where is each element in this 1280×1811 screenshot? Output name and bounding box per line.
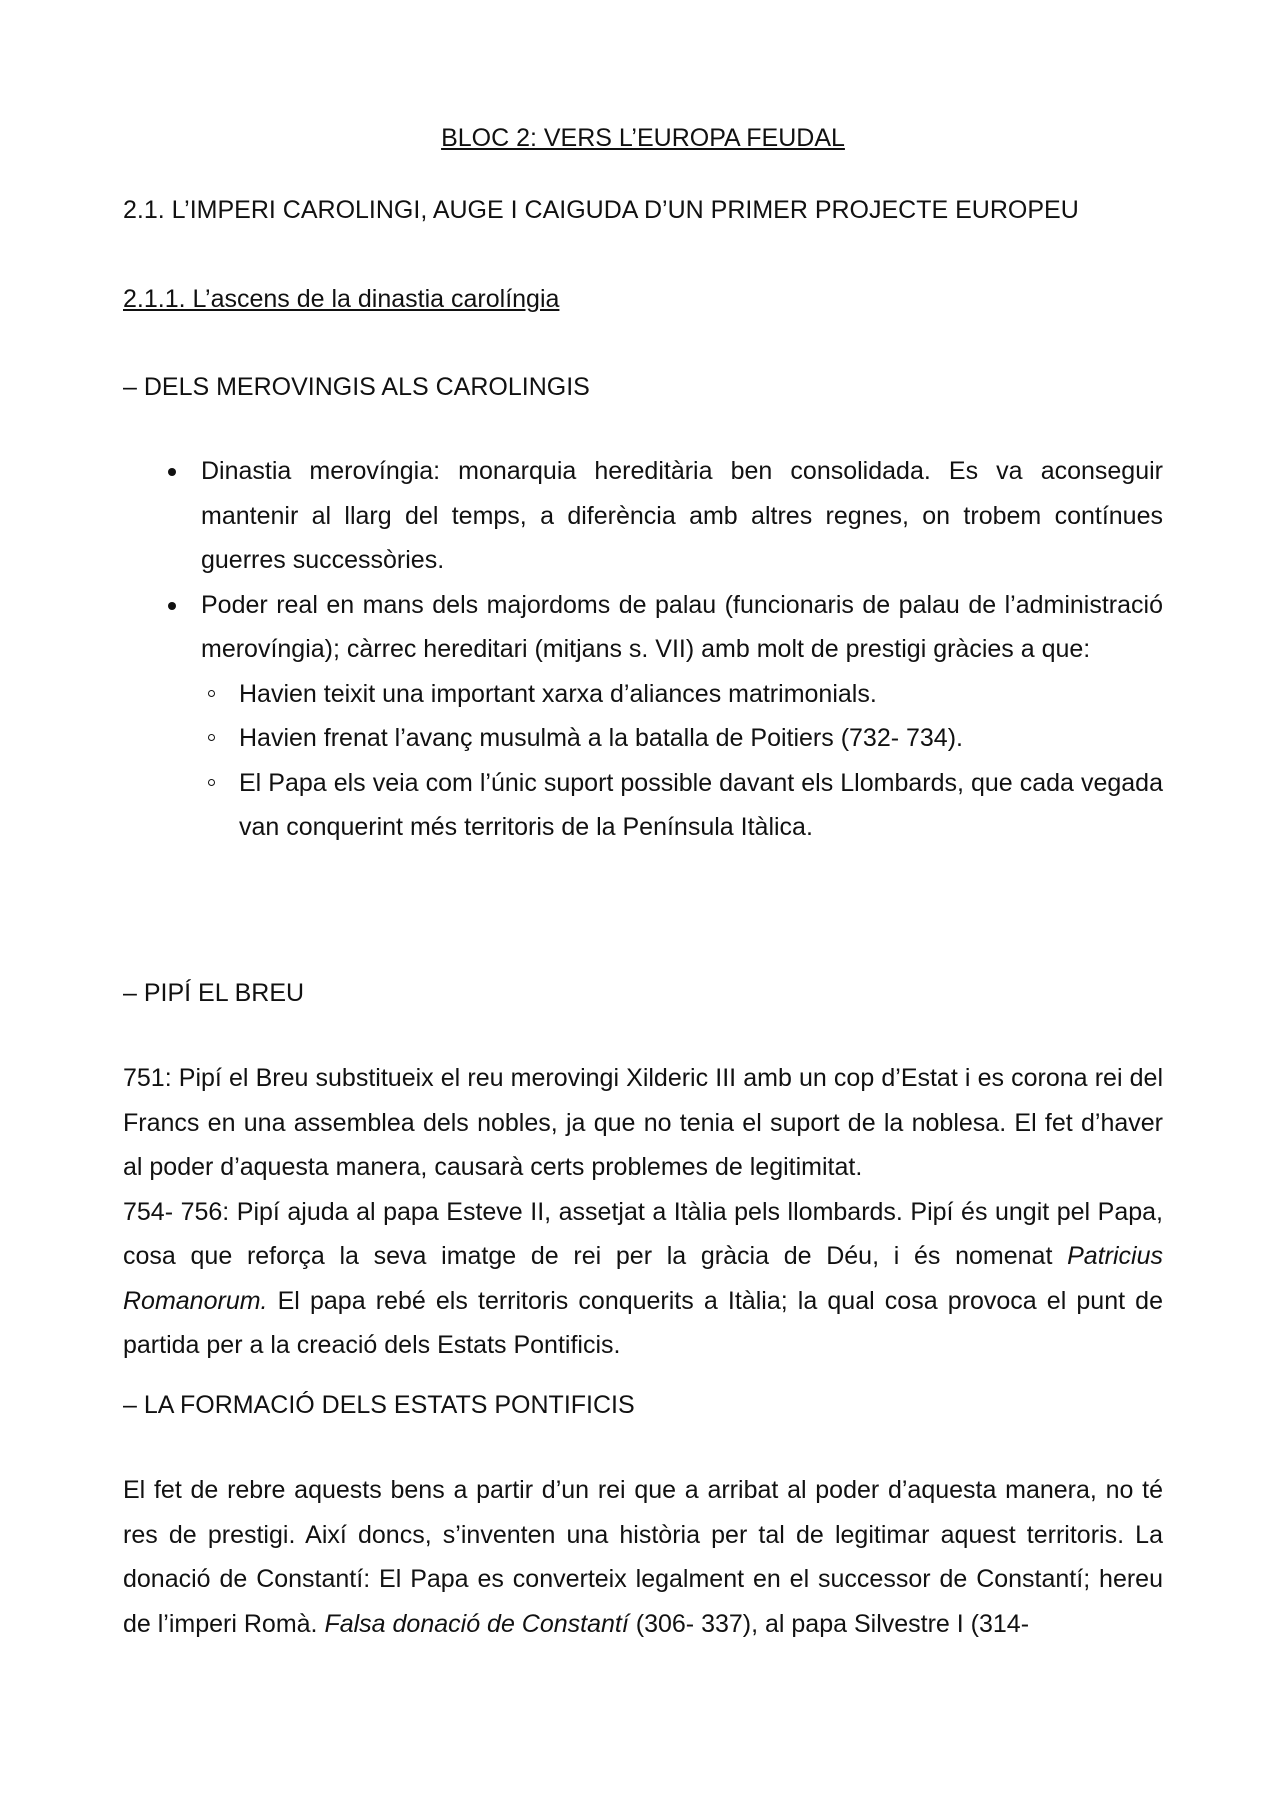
- pipi-text: [123, 1056, 1163, 1368]
- merovingis-list: [123, 449, 1163, 850]
- sub-list-item: [123, 761, 1163, 850]
- list-item: [123, 449, 1163, 583]
- document-page: [123, 116, 1163, 1638]
- sub-bullet-text: Havien teixit una important xarxa d’aliances matrimonials.: [239, 679, 877, 708]
- document-title: BLOC 2: VERS L’EUROPA FEUDAL: [441, 124, 845, 152]
- sub-bullet-text: Havien frenat l’avanç musulmà a la batalla de Poitiers (732- 734).: [239, 724, 963, 752]
- sub-list-item: [123, 672, 1163, 717]
- sub-list-item: [123, 716, 1163, 761]
- sub-bullet-text: El Papa els veia com l’únic suport possible davant els Llombards, que cada vegada van conquerint més territoris de la Península Itàlica.: [239, 768, 1163, 841]
- paragraph-text: (306- 337), al papa Silvestre I (314-: [628, 1609, 1030, 1638]
- subchapter-heading: 2.1.1. L’ascens de la dinastia carolíngia: [123, 285, 560, 313]
- paragraph-text: 754- 756: Pipí ajuda al papa Esteve II, assetjat a Itàlia pels llombards. Pipí és ungit pel Papa, cosa que reforça la seva imatge de rei per la gràcia de Déu, i és nomenat: [123, 1197, 1163, 1270]
- paragraph: [123, 1468, 1163, 1646]
- italic-term: Falsa donació de Constantí: [324, 1609, 629, 1638]
- italic-term: Patricius Romanorum.: [123, 1242, 1163, 1315]
- bullet-text: Dinastia merovíngia: monarquia hereditària ben consolidada. Es va aconseguir mantenir al llarg del temps, a diferència amb altres regnes, on trobem contínues guerres successòries.: [201, 457, 1163, 574]
- chapter-heading: 2.1. L’IMPERI CAROLINGI, AUGE I CAIGUDA D’UN PRIMER PROJECTE EUROPEU: [123, 196, 1079, 224]
- paragraph-text: El fet de rebre aquests bens a partir d’un rei que a arribat al poder d’aquesta manera, no té res de prestigi. Així doncs, s’inventen una història per tal de legitimar aquest territoris. La donació de Constantí: El Papa es converteix legalment en el successor de Constantí; hereu de l’imperi Romà.: [123, 1476, 1163, 1638]
- paragraph: [123, 1190, 1163, 1368]
- list-item: [123, 583, 1163, 850]
- section-heading-merovingis: – DELS MEROVINGIS ALS CAROLINGIS: [123, 373, 590, 401]
- section-heading-estats: – LA FORMACIÓ DELS ESTATS PONTIFICIS: [123, 1391, 635, 1419]
- paragraph: 751: Pipí el Breu substitueix el reu merovingi Xilderic III amb un cop d’Estat i es corona rei del Francs en una assemblea dels nobles, ja que no tenia el suport de la noblesa. El fet d’haver al poder d’aquesta manera, causarà certs problemes de legitimitat.: [123, 1064, 1163, 1181]
- bullet-text: Poder real en mans dels majordoms de palau (funcionaris de palau de l’administració merovíngia); càrrec hereditari (mitjans s. VII) amb molt de prestigi gràcies a que:: [201, 590, 1163, 663]
- estats-text: [123, 1468, 1163, 1646]
- paragraph-text: El papa rebé els territoris conquerits a Itàlia; la qual cosa provoca el punt de partida per a la creació dels Estats Pontificis.: [123, 1286, 1163, 1359]
- section-heading-pipi: – PIPÍ EL BREU: [123, 979, 305, 1007]
